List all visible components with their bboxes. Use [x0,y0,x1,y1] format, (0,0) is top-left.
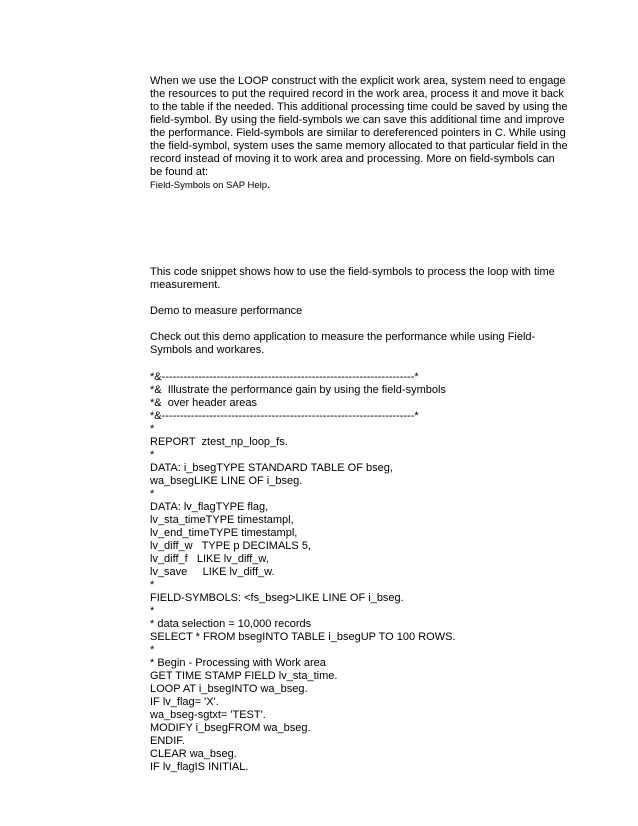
code-line: wa_bseg-sgtxt= 'TEST'. [150,709,266,721]
code-line: *& over header areas [150,397,258,409]
code-line: * [150,423,155,435]
code-line: DATA: lv_flagTYPE flag, [150,501,269,513]
code-line: * [150,605,155,617]
code-line: CLEAR wa_bseg. [150,748,237,760]
checkout-paragraph [150,331,570,357]
code-line: lv_end_timeTYPE timestampl, [150,527,298,539]
code-line: ENDIF. [150,735,185,747]
code-line: DATA: i_bsegTYPE STANDARD TABLE OF bseg, [150,462,393,474]
intro-text: When we use the LOOP construct with the explicit work area, system need to engage the resources to put the required record in the work area, process it and move it back to the table if the needed. This additional processing time could be saved by using the field-symbol. By using the field-symbols we can save this additional time and improve the performance. Field-symbols are similar to dereferenced pointers in C. While using the field-symbol, system uses the same memory allocated to that particular field in the record instead of moving it to work area and processing. More on field-symbols can be found at: [150,75,571,178]
code-line: * [150,449,155,461]
code-line: GET TIME STAMP FIELD lv_sta_time. [150,670,338,682]
code-line: lv_diff_f LIKE lv_diff_w, [150,553,269,565]
code-line: * [150,644,155,656]
code-line: *& Illustrate the performance gain by using the field-symbols [150,384,446,396]
code-line: * [150,579,155,591]
snippet-text: This code snippet shows how to use the field-symbols to process the loop with time measurement. [150,266,558,291]
code-line: * Begin - Processing with Work area [150,657,326,669]
code-line: lv_save LIKE lv_diff_w. [150,566,275,578]
code-line: wa_bsegLIKE LINE OF i_bseg. [150,475,303,487]
code-line: SELECT * FROM bsegINTO TABLE i_bsegUP TO 100 ROWS. [150,631,456,643]
code-line: IF lv_flagIS INITIAL. [150,761,249,773]
code-line: LOOP AT i_bsegINTO wa_bseg. [150,683,308,695]
demo-heading-block [150,305,570,318]
demo-heading: Demo to measure performance [150,305,303,317]
code-line: *&---------------------------------------------------------------------* [150,371,419,383]
code-line: MODIFY i_bsegFROM wa_bseg. [150,722,311,734]
code-line: * [150,488,155,500]
code-line: IF lv_flag= 'X'. [150,696,219,708]
code-line: *&---------------------------------------------------------------------* [150,410,419,422]
code-line: lv_sta_timeTYPE timestampl, [150,514,294,526]
code-line: * data selection = 10,000 records [150,618,312,630]
field-symbols-help-link[interactable]: Field-Symbols on SAP Help [150,180,268,191]
code-line: lv_diff_w TYPE p DECIMALS 5, [150,540,311,552]
checkout-text: Check out this demo application to measure the performance while using Field-Symbols and workares. [150,331,536,356]
code-line: REPORT ztest_np_loop_fs. [150,436,288,448]
code-line: FIELD-SYMBOLS: <fs_bseg>LIKE LINE OF i_bseg. [150,592,404,604]
snippet-paragraph [150,266,570,292]
intro-paragraph [150,75,570,192]
code-listing [150,371,570,774]
link-suffix: . [267,179,271,191]
